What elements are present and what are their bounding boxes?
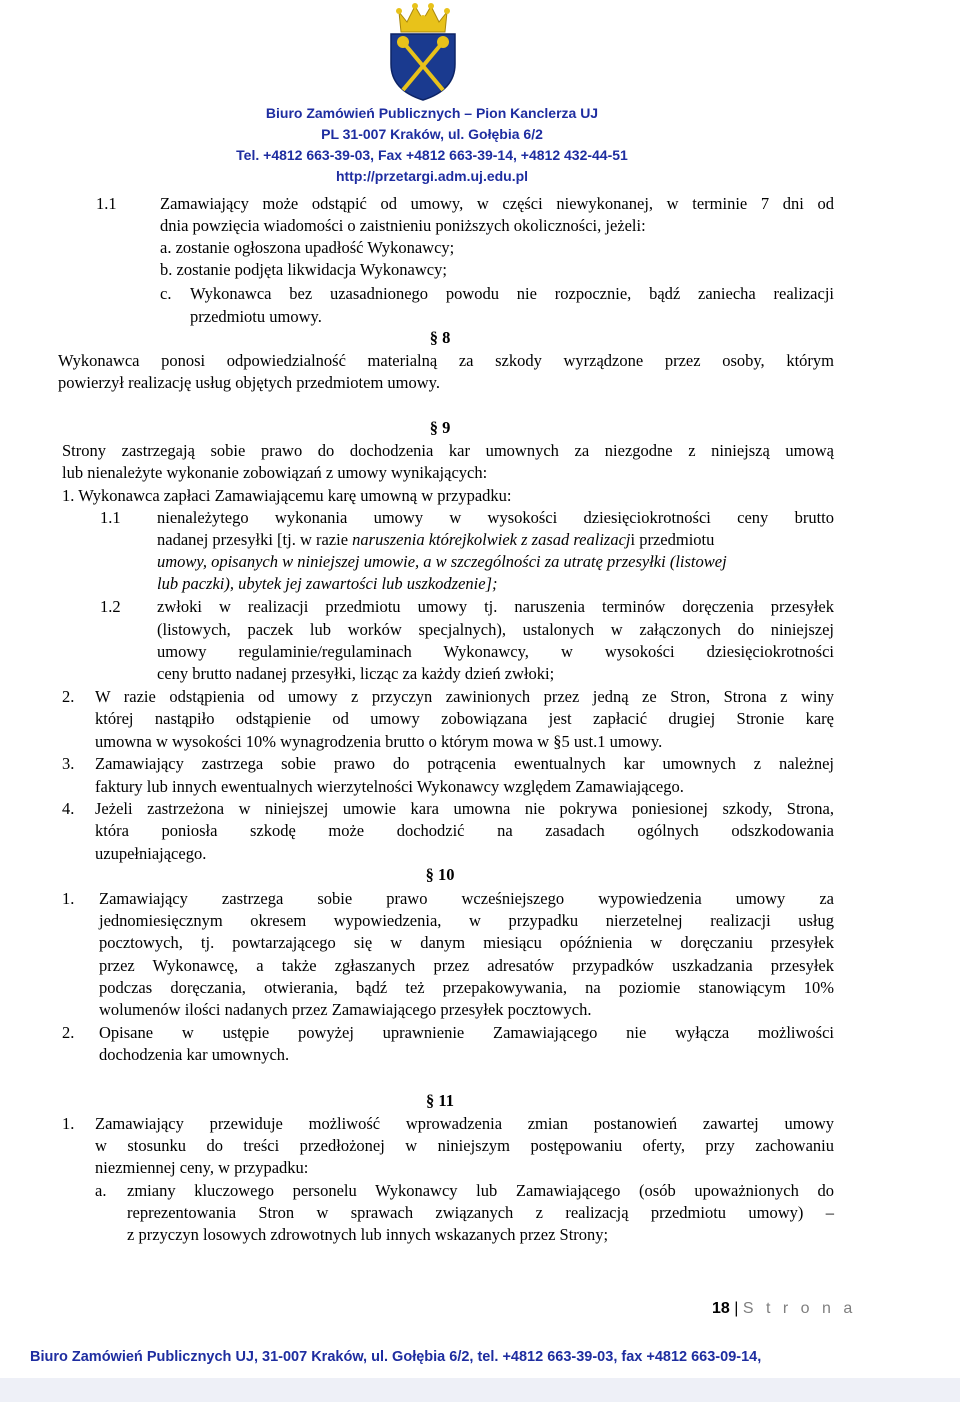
text-span: i przedmiotu xyxy=(630,530,715,549)
paragraph-line: dnia powzięcia wiadomości o zaistnieniu poniższych okoliczności, jeżeli: xyxy=(160,216,646,235)
section-heading: § 11 xyxy=(426,1091,454,1110)
paragraph-line: jednomiesięcznym okresem wypowiedzenia, w przypadku nierzetelnej realizacji usług xyxy=(99,911,834,930)
paragraph-line: ceny brutto nadanej przesyłki, licząc za każdy dzień zwłoki; xyxy=(157,664,555,683)
paragraph-line: Zamawiający zastrzega sobie prawo do potrącenia ewentualnych kar umownych z należnej xyxy=(95,754,834,773)
paragraph-line: umowy regulaminie/regulaminach Wykonawcy, w wysokości dziesięciokrotności xyxy=(157,642,834,661)
item-number: 1. xyxy=(62,1114,75,1133)
paragraph-line: dochodzenia kar umownych. xyxy=(99,1045,290,1064)
section-heading: § 9 xyxy=(429,418,451,437)
italic-span: naruszenia którejkolwiek z zasad realizacj xyxy=(352,530,631,549)
paragraph-line: faktury lub innych ewentualnych wierzytelności Wykonawcy względem Zamawiającego. xyxy=(95,777,684,796)
paragraph-line: której nastąpiło odstąpienie od umowy zobowiązana jest zapłacić drugiej Stronie karę xyxy=(95,709,834,728)
university-crest-icon xyxy=(385,2,461,102)
list-item: Wykonawca bez uzasadnionego powodu nie rozpocznie, bądź zaniecha realizacji xyxy=(190,284,834,303)
header-office-name: Biuro Zamówień Publicznych – Pion Kanclerza UJ xyxy=(265,105,599,121)
paragraph-line: lub paczki), ubytek jej zawartości lub uszkodzenie]; xyxy=(157,574,498,593)
paragraph-line: przez Wykonawcę, a także zgłaszanych przez adresatów przypadków uszkadzania przesyłek xyxy=(99,956,834,975)
list-item: reprezentowania Stron w sprawach związanych z realizacją przedmiotu umowy) – xyxy=(127,1203,834,1222)
paragraph-line: uzupełniającego. xyxy=(95,844,207,863)
paragraph-line: lub nienależyte wykonanie zobowiązań z umowy wynikających: xyxy=(62,463,488,482)
list-item: b. zostanie podjęta likwidacja Wykonawcy; xyxy=(160,260,447,279)
paragraph-line: Zamawiający przewiduje możliwość wprowadzenia zmian postanowień zawartej umowy xyxy=(95,1114,834,1133)
paragraph-line: Jeżeli zastrzeżona w niniejszej umowie kara umowna nie pokrywa poniesionej szkody, Strona, xyxy=(95,799,834,818)
paragraph-line: Zamawiający zastrzega sobie prawo wcześniejszego wypowiedzenia umowy za xyxy=(99,889,834,908)
paragraph-line: Strony zastrzegają sobie prawo do dochodzenia kar umownych za niezgodne z niniejszą umową xyxy=(62,441,834,460)
list-item: z przyczyn losowych zdrowotnych lub innych wskazanych przez Strony; xyxy=(127,1225,609,1244)
item-number: 3. xyxy=(62,754,75,773)
paragraph-line: Zamawiający może odstąpić od umowy, w części niewykonanej, w terminie 7 dni od xyxy=(160,194,834,213)
list-marker: c. xyxy=(160,284,172,303)
page-number-separator: | xyxy=(729,1300,743,1317)
paragraph-line: zwłoki w realizacji przedmiotu umowy tj. naruszenia terminów doręczenia przesyłek xyxy=(157,597,834,616)
text-span: nadanej przesyłki [tj. w razie xyxy=(157,530,353,549)
page-number xyxy=(712,1300,856,1318)
paragraph-line: W razie odstąpienia od umowy z przyczyn zawinionych przez jedną ze Stron, Strona z winy xyxy=(95,687,834,706)
page-number-value: 18 xyxy=(712,1300,730,1317)
paragraph-line: w stosunku do treści przedłożonej w niniejszym postępowaniu oferty, przy zachowaniu xyxy=(95,1136,834,1155)
paragraph-line: pocztowych, tj. powtarzającego się w danym miesiącu opóźnienia w doręczaniu przesyłek xyxy=(99,933,834,952)
header-website: http://przetargi.adm.uj.edu.pl xyxy=(335,168,529,184)
paragraph-line: Wykonawca ponosi odpowiedzialność materialną za szkody wyrządzone przez osoby, którym xyxy=(58,351,834,370)
item-number: 1.2 xyxy=(100,597,121,616)
list-item: zmiany kluczowego personelu Wykonawcy lub Zamawiającego (osób upoważnionych do xyxy=(127,1181,834,1200)
paragraph-line: niezmiennej ceny, w przypadku: xyxy=(95,1158,309,1177)
header-address: PL 31-007 Kraków, ul. Gołębia 6/2 xyxy=(321,126,543,142)
paragraph-line: powierzył realizację usług objętych przedmiotem umowy. xyxy=(58,373,440,392)
paragraph-line: umowy, opisanych w niniejszej umowie, a w szczególności za utratę przesyłki (listowej xyxy=(157,552,727,571)
paragraph-line: umowna w wysokości 10% wynagrodzenia brutto o którym mowa w §5 ust.1 umowy. xyxy=(95,732,663,751)
paragraph-line xyxy=(157,529,714,551)
item-number: 2. xyxy=(62,1023,75,1042)
paragraph-line: nienależytego wykonania umowy w wysokości dziesięciokrotności ceny brutto xyxy=(157,508,834,527)
list-item: a. zostanie ogłoszona upadłość Wykonawcy; xyxy=(160,238,455,257)
footer-band xyxy=(0,1378,960,1402)
section-heading: § 10 xyxy=(425,865,455,884)
list-item: przedmiotu umowy. xyxy=(190,307,322,326)
paragraph-line: (listowych, paczek lub worków specjalnych), ustalonych w załączonych do niniejszej xyxy=(157,620,834,639)
paragraph-line: podczas doręczania, otwierania, bądź też przepakowywania, na poziomie stanowiącym 10% xyxy=(99,978,834,997)
item-number: 1.1 xyxy=(100,508,121,527)
item-number: 2. xyxy=(62,687,75,706)
page-number-label: S t r o n a xyxy=(742,1300,857,1317)
footer-text: Biuro Zamówień Publicznych UJ, 31-007 Kraków, ul. Gołębia 6/2, tel. +4812 663-39-03, fax +4812 663-09-14, xyxy=(30,1349,762,1365)
header-phone: Tel. +4812 663-39-03, Fax +4812 663-39-14, +4812 432-44-51 xyxy=(236,147,628,163)
item-number: 4. xyxy=(62,799,75,818)
paragraph-line: wolumenów ilości nadanych przez Zamawiającego przesyłek pocztowych. xyxy=(99,1000,592,1019)
paragraph-line: Opisane w ustępie powyżej uprawnienie Zamawiającego nie wyłącza możliwości xyxy=(99,1023,834,1042)
paragraph-line: która poniosła szkodę może dochodzić na zasadach ogólnych odszkodowania xyxy=(95,821,834,840)
item-number: 1. xyxy=(62,889,75,908)
item-number: 1.1 xyxy=(96,194,117,213)
section-heading: § 8 xyxy=(429,328,451,347)
list-marker: a. xyxy=(95,1181,107,1200)
list-item: 1. Wykonawca zapłaci Zamawiającemu karę umowną w przypadku: xyxy=(62,486,512,505)
